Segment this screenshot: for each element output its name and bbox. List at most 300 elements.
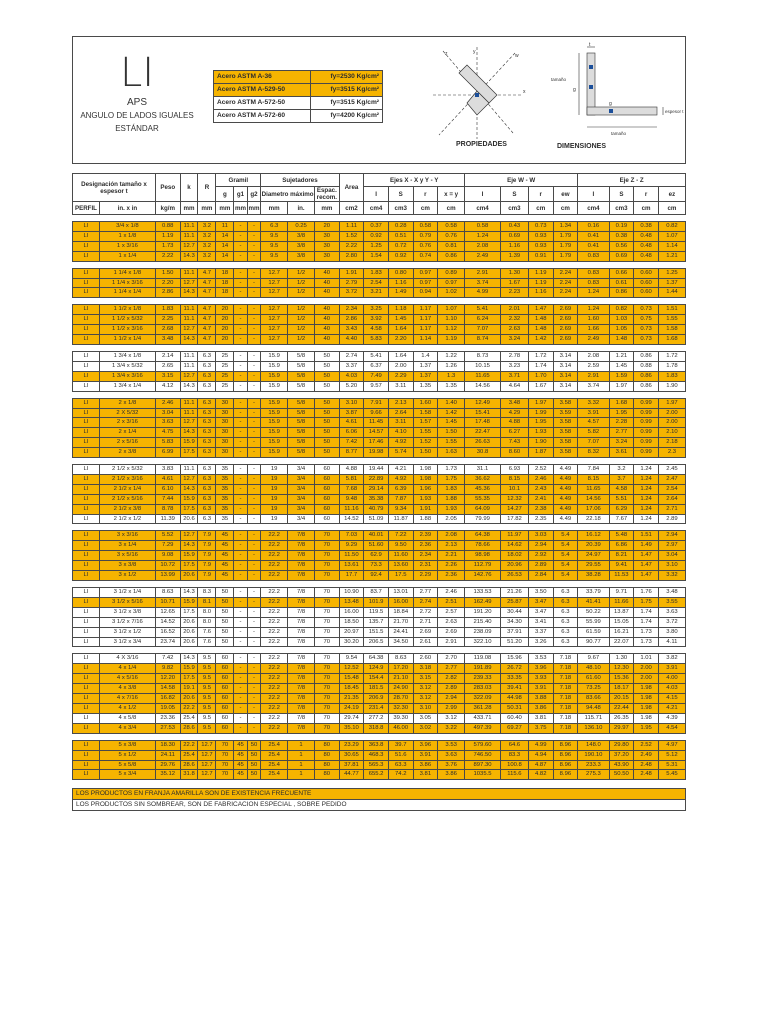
value-cell: 25	[216, 351, 234, 361]
value-cell: 4.10	[388, 428, 413, 438]
value-cell: 15.9	[180, 551, 198, 561]
value-cell: 3.14	[553, 371, 578, 381]
value-cell: 50	[315, 438, 340, 448]
value-cell: 3.71	[500, 371, 528, 381]
value-cell: 9.67	[578, 654, 609, 664]
value-cell: 0.73	[634, 325, 659, 335]
value-cell: 16.52	[155, 627, 180, 637]
value-cell: 13.60	[388, 561, 413, 571]
steel-grade-row	[214, 84, 383, 97]
value-cell: 0.43	[500, 222, 528, 232]
value-cell: 2.63	[500, 325, 528, 335]
value-cell: 7.68	[339, 484, 364, 494]
value-cell: 70	[315, 617, 340, 627]
value-cell: 2.24	[553, 278, 578, 288]
value-cell: 3.63	[438, 750, 465, 760]
value-cell: 12.7	[180, 325, 198, 335]
table-row	[73, 723, 686, 733]
value-cell: 3.12	[413, 694, 438, 704]
legend-frequent-stock: LOS PRODUCTOS EN FRANJA AMARILLA SON DE EXISTENCIA FRECUENTE	[73, 789, 686, 800]
table-row	[73, 494, 686, 504]
value-cell: 2.34	[339, 305, 364, 315]
value-cell: 8.74	[465, 335, 501, 345]
size-cell: 3 1/2 x 5/16	[99, 597, 155, 607]
size-cell: 1 3/4 x 3/16	[99, 371, 155, 381]
value-cell: 275.3	[578, 770, 609, 780]
value-cell: 3.2	[609, 465, 634, 475]
value-cell: 3/8	[288, 251, 315, 261]
value-cell: 4.7	[198, 315, 216, 325]
value-cell: 30	[216, 398, 234, 408]
value-cell: 3.81	[413, 770, 438, 780]
value-cell: -	[234, 484, 247, 494]
size-label-bottom: tamaño	[611, 131, 627, 136]
steel-grade-row	[214, 71, 383, 84]
profile-cell: LI	[73, 684, 100, 694]
value-cell: 3/4	[288, 484, 315, 494]
value-cell: 2.28	[609, 418, 634, 428]
value-cell: 1.51	[658, 305, 685, 315]
value-cell: 51.20	[500, 637, 528, 647]
svg-text:z: z	[445, 51, 448, 57]
value-cell: 15.9	[261, 371, 288, 381]
value-cell: 25.87	[500, 597, 528, 607]
value-cell: 7.9	[198, 541, 216, 551]
value-cell: 2.05	[438, 514, 465, 524]
value-cell: 0.73	[634, 335, 659, 345]
value-cell: 0.92	[364, 231, 389, 241]
value-cell: 1/2	[288, 335, 315, 345]
value-cell: 1.73	[634, 637, 659, 647]
value-cell: 50	[315, 398, 340, 408]
value-cell: 30	[216, 408, 234, 418]
size-cell: 1 3/4 x 5/32	[99, 361, 155, 371]
value-cell: 6.3	[198, 438, 216, 448]
value-cell: 17.06	[578, 504, 609, 514]
size-cell: 3 x 5/16	[99, 551, 155, 561]
size-cell: 3/4 x 1/8	[99, 222, 155, 232]
table-row	[73, 760, 686, 770]
value-cell: 2.84	[528, 571, 553, 581]
value-cell: 2.69	[553, 325, 578, 335]
value-cell: 1.90	[528, 438, 553, 448]
value-cell: 12.7	[180, 278, 198, 288]
value-cell: 133.53	[465, 588, 501, 598]
value-cell: 2.71	[413, 617, 438, 627]
value-cell: 2.51	[438, 597, 465, 607]
profile-cell: LI	[73, 617, 100, 627]
value-cell: 83.3	[500, 750, 528, 760]
value-cell: 1.58	[413, 408, 438, 418]
value-cell: 3.76	[438, 760, 465, 770]
size-cell: 1 1/4 x 1/4	[99, 288, 155, 298]
value-cell: 3.63	[658, 607, 685, 617]
value-cell: 80	[315, 760, 340, 770]
value-cell: -	[234, 607, 247, 617]
value-cell: 0.83	[578, 278, 609, 288]
value-cell: 322.10	[465, 637, 501, 647]
properties-diagram	[419, 43, 529, 143]
value-cell: 50	[315, 408, 340, 418]
value-cell: 363.8	[364, 740, 389, 750]
value-cell: 1.50	[155, 268, 180, 278]
steel-grade-fy: fy=4200 Kg/cm²	[311, 110, 383, 123]
table-row	[73, 703, 686, 713]
value-cell: 17.20	[388, 664, 413, 674]
value-cell: 70	[315, 607, 340, 617]
value-cell: 1.70	[528, 371, 553, 381]
value-cell: 1	[288, 770, 315, 780]
value-cell: 3.58	[553, 428, 578, 438]
value-cell: 22.2	[261, 617, 288, 627]
value-cell: 11.1	[180, 305, 198, 315]
value-cell: 3.14	[553, 351, 578, 361]
col-zz-ez: ez	[658, 187, 685, 202]
value-cell: -	[247, 607, 260, 617]
value-cell: 1.64	[388, 325, 413, 335]
value-cell: 60	[315, 474, 340, 484]
value-cell: 25.4	[261, 740, 288, 750]
value-cell: 20	[216, 335, 234, 345]
value-cell: 2.26	[438, 561, 465, 571]
value-cell: 0.99	[634, 418, 659, 428]
value-cell: 70	[315, 597, 340, 607]
value-cell: 9.48	[339, 494, 364, 504]
profile-cell: LI	[73, 268, 100, 278]
value-cell: 18.30	[155, 740, 180, 750]
value-cell: 15.9	[261, 418, 288, 428]
value-cell: 2.59	[578, 361, 609, 371]
value-cell: 2.29	[388, 371, 413, 381]
size-cell: 2 X 5/32	[99, 408, 155, 418]
col-ww-I: I	[465, 187, 501, 202]
value-cell: 3.14	[553, 361, 578, 371]
value-cell: 4.61	[339, 418, 364, 428]
value-cell: 5/8	[288, 438, 315, 448]
value-cell: 19	[261, 484, 288, 494]
value-cell: 18.17	[609, 684, 634, 694]
value-cell: 8.78	[155, 504, 180, 514]
value-cell: -	[247, 654, 260, 664]
value-cell: 433.71	[465, 713, 501, 723]
value-cell: 62.9	[364, 551, 389, 561]
value-cell: 1.24	[634, 494, 659, 504]
table-row	[73, 561, 686, 571]
value-cell: 1.24	[465, 231, 501, 241]
value-cell: 35.12	[155, 770, 180, 780]
value-cell: 0.73	[634, 305, 659, 315]
value-cell: 4.21	[658, 703, 685, 713]
value-cell: 3.37	[339, 361, 364, 371]
value-cell: 70	[315, 684, 340, 694]
group-spacer	[73, 581, 686, 588]
value-cell: 80	[315, 750, 340, 760]
size-cell: 3 1/2 x 3/4	[99, 637, 155, 647]
value-cell: 2.74	[339, 351, 364, 361]
value-cell: 83.7	[364, 588, 389, 598]
unit-cell: cm	[438, 202, 465, 215]
value-cell: -	[234, 588, 247, 598]
profile-cell: LI	[73, 278, 100, 288]
value-cell: 19.05	[155, 703, 180, 713]
col-zz-r: r	[634, 187, 659, 202]
value-cell: 2.46	[528, 474, 553, 484]
value-cell: 9.50	[388, 541, 413, 551]
value-cell: 25	[216, 361, 234, 371]
group-spacer	[73, 344, 686, 351]
value-cell: 3.02	[413, 723, 438, 733]
value-cell: 70	[216, 740, 234, 750]
value-cell: 7/8	[288, 571, 315, 581]
unit-cell: mm	[315, 202, 340, 215]
value-cell: 191.20	[465, 607, 501, 617]
value-cell: 7/8	[288, 723, 315, 733]
value-cell: 18.45	[339, 684, 364, 694]
value-cell: 22.2	[261, 551, 288, 561]
value-cell: 0.61	[609, 278, 634, 288]
value-cell: 7/8	[288, 637, 315, 647]
value-cell: 2.36	[438, 571, 465, 581]
value-cell: -	[234, 222, 247, 232]
value-cell: -	[234, 288, 247, 298]
value-cell: 3.59	[553, 408, 578, 418]
table-row	[73, 474, 686, 484]
value-cell: 2.45	[658, 465, 685, 475]
value-cell: 20.6	[180, 617, 198, 627]
value-cell: 25.4	[261, 760, 288, 770]
value-cell: 1.39	[500, 251, 528, 261]
value-cell: 206.9	[364, 694, 389, 704]
value-cell: 2.74	[413, 597, 438, 607]
size-cell: 2 x 3/16	[99, 418, 155, 428]
value-cell: 25.4	[261, 750, 288, 760]
value-cell: 8.96	[553, 770, 578, 780]
units-row	[73, 202, 686, 215]
value-cell: 13.01	[388, 588, 413, 598]
value-cell: 15.05	[609, 617, 634, 627]
value-cell: 34.50	[388, 637, 413, 647]
value-cell: 22.2	[261, 561, 288, 571]
value-cell: 37.20	[609, 750, 634, 760]
value-cell: 5.4	[553, 551, 578, 561]
size-cell: 5 x 1/2	[99, 750, 155, 760]
value-cell: 4.7	[198, 335, 216, 345]
value-cell: 0.41	[578, 241, 609, 251]
value-cell: 50	[247, 740, 260, 750]
value-cell: 12.7	[180, 474, 198, 484]
value-cell: 40	[315, 278, 340, 288]
value-cell: 6.86	[609, 541, 634, 551]
value-cell: 0.60	[634, 288, 659, 298]
value-cell: 12.7	[261, 288, 288, 298]
value-cell: 24.97	[578, 551, 609, 561]
value-cell: 100.8	[500, 760, 528, 770]
value-cell: 1.30	[500, 268, 528, 278]
value-cell: 6.3	[198, 408, 216, 418]
unit-cell: cm	[553, 202, 578, 215]
value-cell: 50	[216, 607, 234, 617]
value-cell: 6.3	[261, 222, 288, 232]
value-cell: 50	[216, 637, 234, 647]
value-cell: 5/8	[288, 361, 315, 371]
table-row	[73, 637, 686, 647]
value-cell: 0.94	[413, 288, 438, 298]
value-cell: 11.60	[388, 551, 413, 561]
value-cell: 7/8	[288, 607, 315, 617]
profile-cell: LI	[73, 351, 100, 361]
table-row	[73, 684, 686, 694]
value-cell: 3.32	[658, 571, 685, 581]
table-row	[73, 418, 686, 428]
size-cell: 4 x 1/4	[99, 664, 155, 674]
svg-text:x: x	[523, 89, 526, 95]
col-xy-xy: x = y	[438, 187, 465, 202]
value-cell: 1.68	[658, 335, 685, 345]
svg-text:t: t	[589, 42, 591, 48]
value-cell: 0.99	[634, 448, 659, 458]
value-cell: -	[247, 305, 260, 315]
value-cell: -	[234, 531, 247, 541]
unit-cell: mm	[216, 202, 234, 215]
value-cell: 3.11	[388, 381, 413, 391]
value-cell: 1.19	[438, 335, 465, 345]
value-cell: 4.82	[528, 770, 553, 780]
value-cell: 14.52	[155, 617, 180, 627]
table-row	[73, 351, 686, 361]
value-cell: 1.91	[339, 268, 364, 278]
value-cell: 1.98	[634, 713, 659, 723]
value-cell: 2.79	[339, 278, 364, 288]
value-cell: -	[247, 222, 260, 232]
value-cell: 9.5	[198, 694, 216, 704]
value-cell: 18	[216, 268, 234, 278]
value-cell: 2.77	[438, 664, 465, 674]
value-cell: -	[247, 408, 260, 418]
value-cell: 4.39	[658, 713, 685, 723]
col-peso: Peso	[155, 174, 180, 202]
table-row	[73, 514, 686, 524]
value-cell: 0.80	[388, 268, 413, 278]
value-cell: 148.0	[578, 740, 609, 750]
value-cell: 15.9	[180, 664, 198, 674]
value-cell: 6.3	[553, 617, 578, 627]
value-cell: 14.3	[180, 288, 198, 298]
table-row	[73, 597, 686, 607]
value-cell: 6.3	[198, 418, 216, 428]
value-cell: 9.82	[155, 664, 180, 674]
steel-grade-name: Acero ASTM A-529-50	[214, 84, 311, 97]
value-cell: 2.92	[528, 551, 553, 561]
size-cell: 1 1/2 x 1/4	[99, 335, 155, 345]
value-cell: 21.70	[388, 617, 413, 627]
col-g: g	[216, 187, 234, 202]
profile-cell: LI	[73, 703, 100, 713]
value-cell: 29.74	[339, 713, 364, 723]
value-cell: 9.71	[609, 588, 634, 598]
profile-cell: LI	[73, 740, 100, 750]
value-cell: 19	[261, 494, 288, 504]
value-cell: 14.57	[364, 428, 389, 438]
value-cell: 1.87	[528, 448, 553, 458]
value-cell: 6.3	[198, 398, 216, 408]
value-cell: 9.5	[261, 251, 288, 261]
value-cell: 2.63	[438, 617, 465, 627]
value-cell: 0.37	[364, 222, 389, 232]
value-cell: 1.24	[634, 474, 659, 484]
group-spacer	[73, 458, 686, 465]
legend	[72, 788, 686, 811]
value-cell: 60	[216, 723, 234, 733]
table-row	[73, 231, 686, 241]
value-cell: -	[234, 571, 247, 581]
value-cell: 46.00	[388, 723, 413, 733]
value-cell: 1.63	[438, 448, 465, 458]
table-row	[73, 241, 686, 251]
steel-grade-row	[214, 97, 383, 110]
value-cell: 12.7	[180, 418, 198, 428]
value-cell: 3.18	[413, 664, 438, 674]
value-cell: 0.58	[438, 222, 465, 232]
value-cell: 7/8	[288, 694, 315, 704]
value-cell: 0.16	[578, 222, 609, 232]
size-cell: 1 x 1/4	[99, 251, 155, 261]
value-cell: 2.52	[528, 465, 553, 475]
value-cell: -	[247, 588, 260, 598]
value-cell: 0.74	[413, 251, 438, 261]
value-cell: 2.86	[339, 315, 364, 325]
value-cell: 1.49	[388, 288, 413, 298]
value-cell: 3.87	[339, 408, 364, 418]
col-xy-r: r	[413, 187, 438, 202]
value-cell: 40	[315, 335, 340, 345]
value-cell: -	[234, 315, 247, 325]
value-cell: 1.79	[553, 231, 578, 241]
value-cell: 2.49	[578, 335, 609, 345]
value-cell: 2.13	[388, 398, 413, 408]
value-cell: 1/2	[288, 315, 315, 325]
steel-grade-fy: fy=2530 Kg/cm²	[311, 71, 383, 84]
value-cell: 35	[216, 484, 234, 494]
value-cell: 98.98	[465, 551, 501, 561]
value-cell: 0.83	[578, 268, 609, 278]
value-cell: 12.20	[155, 674, 180, 684]
profile-cell: LI	[73, 474, 100, 484]
value-cell: 11.1	[180, 268, 198, 278]
value-cell: 1.48	[528, 325, 553, 335]
table-row	[73, 268, 686, 278]
value-cell: 1.19	[155, 231, 180, 241]
value-cell: 64.6	[500, 740, 528, 750]
value-cell: -	[247, 684, 260, 694]
value-cell: 11.1	[180, 465, 198, 475]
unit-cell: cm	[658, 202, 685, 215]
profile-cell: LI	[73, 627, 100, 637]
value-cell: 35	[216, 514, 234, 524]
value-cell: 2.08	[465, 241, 501, 251]
value-cell: 206.5	[364, 637, 389, 647]
value-cell: 15.9	[261, 361, 288, 371]
value-cell: 35	[216, 465, 234, 475]
profile-cell: LI	[73, 241, 100, 251]
value-cell: 11.53	[609, 571, 634, 581]
value-cell: 15.96	[500, 654, 528, 664]
size-cell: 3 1/2 x 1/4	[99, 588, 155, 598]
steel-grade-row	[214, 110, 383, 123]
value-cell: 0.83	[578, 251, 609, 261]
size-cell: 4 X 3/16	[99, 654, 155, 664]
value-cell: 25.4	[180, 713, 198, 723]
value-cell: 4.00	[658, 674, 685, 684]
